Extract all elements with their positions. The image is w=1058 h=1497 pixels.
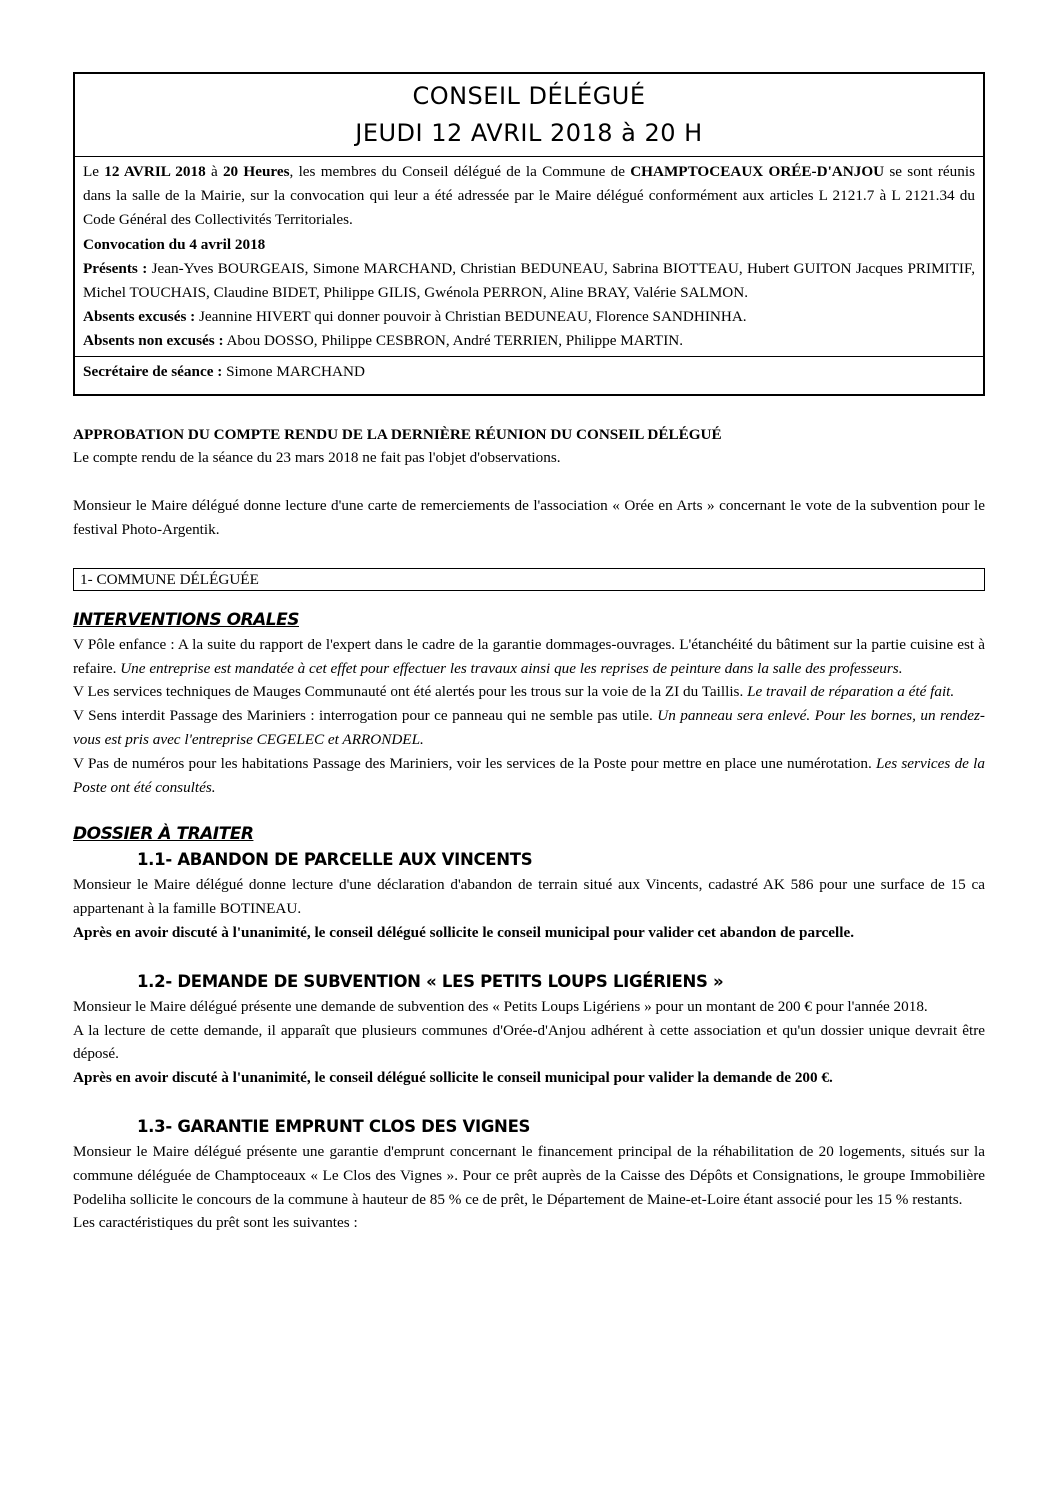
dossier-item-body [73, 995, 985, 1090]
intervention-response: Le travail de réparation a été fait. [747, 683, 955, 701]
convocation-line [83, 233, 975, 257]
document-title: CONSEIL DÉLÉGUÉ [412, 82, 646, 110]
intro-block [75, 157, 983, 357]
presents-line [83, 257, 975, 305]
intervention-response: Un panneau sera enlevé. Pour les bornes, un rendez-vous est pris avec l'entreprise CEGELEC et ARRONDEL. [73, 707, 985, 748]
intro-text: Le [83, 163, 105, 180]
intervention-text: V Pôle enfance : A la suite du rapport de l'expert dans le cadre de la garantie dommages-ouvrages. L'étanchéité du bâtiment sur la partie cuisine est à refaire. [73, 635, 985, 677]
non-excuses-list: Abou DOSSO, Philippe CESBRON, André TERRIEN, Philippe MARTIN. [223, 332, 684, 350]
secretary-name: Simone MARCHAND [222, 362, 365, 380]
convocation-date: Convocation du 4 avril 2018 [83, 235, 266, 253]
dossier-paragraph: A la lecture de cette demande, il apparaît que plusieurs communes d'Orée-d'Anjou adhérent à cette association et qu'un dossier unique devrait être déposé. [73, 1021, 985, 1063]
document-subtitle: JEUDI 12 AVRIL 2018 à 20 H [355, 119, 703, 147]
dossier-heading: DOSSIER À TRAITER [73, 824, 254, 845]
dossier-decision: Après en avoir discuté à l'unanimité, le conseil délégué sollicite le conseil municipal pour valider cet abandon de parcelle. [73, 923, 855, 941]
dossier-item-body [73, 873, 985, 944]
intervention-text: V Pas de numéros pour les habitations Passage des Mariniers, voir les services de la Poste pour mettre en place une numérotation. [73, 754, 877, 772]
non-excuses-label: Absents non excusés : [83, 332, 224, 350]
non-excuses-line [83, 329, 975, 353]
secretary-label: Secrétaire de séance : [83, 362, 223, 380]
dossier-item-title: 1.1- ABANDON DE PARCELLE AUX VINCENTS [137, 850, 533, 870]
intervention-item [73, 704, 985, 752]
title-block [75, 74, 983, 157]
document-page [73, 72, 985, 1235]
presents-list: Jean-Yves BOURGEAIS, Simone MARCHAND, Christian BEDUNEAU, Sabrina BIOTTEAU, Hubert GUITON Jacques PRIMITIF, Michel TOUCHAIS, Claudine BIDET, Philippe GILIS, Gwénola PERRON, Aline BRAY, Valérie SALMON. [83, 259, 976, 302]
intervention-item [73, 633, 985, 681]
intro-text: se sont réunis dans la salle de la Mairie, sur la convocation qui leur a été adressée par le Maire délégué conformément aux articles L 2121.7 à L 2121.34 du Code Général des Collectivités Territoriales. [83, 163, 975, 229]
meeting-time: 20 Heures [222, 163, 290, 180]
interventions-heading: INTERVENTIONS ORALES [73, 609, 299, 630]
dossier-paragraph: Monsieur le Maire délégué présente une demande de subvention des « Petits Loups Ligériens » pour un montant de 200 € pour l'année 2018. [73, 997, 928, 1015]
intervention-item [73, 680, 985, 704]
excuses-list: Jeannine HIVERT qui donner pouvoir à Christian BEDUNEAU, Florence SANDHINHA. [195, 308, 747, 326]
dossier-item-title: 1.3- GARANTIE EMPRUNT CLOS DES VIGNES [137, 1116, 531, 1136]
approbation-heading: APPROBATION DU COMPTE RENDU DE LA DERNIÈRE RÉUNION DU CONSEIL DÉLÉGUÉ [73, 425, 722, 443]
meeting-date: 12 AVRIL 2018 [104, 163, 206, 180]
section-commune-deleguee: 1- COMMUNE DÉLÉGUÉE [73, 568, 985, 591]
intro-paragraph [83, 160, 975, 233]
intro-text: à [205, 163, 223, 180]
dossier-item-title: 1.2- DEMANDE DE SUBVENTION « LES PETITS LOUPS LIGÉRIENS » [137, 971, 724, 991]
interventions-list [73, 633, 985, 800]
excuses-line [83, 305, 975, 329]
dossier-list [73, 847, 985, 1235]
intervention-response: Une entreprise est mandatée à cet effet pour effectuer les travaux ainsi que les reprises de peinture dans la salle des professeurs. [120, 659, 903, 677]
header-box [73, 72, 985, 396]
excuses-label: Absents excusés : [83, 308, 196, 326]
intervention-text: V Les services techniques de Mauges Communauté ont été alertés pour les trous sur la voie de la ZI du Taillis. [73, 683, 748, 701]
intervention-text: V Sens interdit Passage des Mariniers : interrogation pour ce panneau qui ne semble pas utile. [73, 707, 658, 725]
remerciements-paragraph: Monsieur le Maire délégué donne lecture d'une carte de remerciements de l'association « Orée en Arts » concernant le vote de la subvention pour le festival Photo-Argentik. [73, 497, 985, 539]
presents-label: Présents : [83, 259, 148, 277]
intro-text: , les membres du Conseil délégué de la Commune de [289, 163, 631, 180]
dossier-decision: Après en avoir discuté à l'unanimité, le conseil délégué sollicite le conseil municipal pour valider la demande de 200 €. [73, 1069, 833, 1087]
secretary-line [75, 357, 983, 394]
intervention-response: Les services de la Poste ont été consultés. [73, 754, 985, 796]
dossier-paragraph: Monsieur le Maire délégué donne lecture d'une déclaration d'abandon de terrain situé aux Vincents, cadastré AK 586 pour une surface de 15 ca appartenant à la famille BOTINEAU. [73, 876, 985, 918]
dossier-paragraph: Monsieur le Maire délégué présente une garantie d'emprunt concernant le financement principal de la réhabilitation de 20 logements, situés sur la commune déléguée de Champtoceaux « Le Clos des Vignes ». Pour ce prêt auprès de la Caisse des Dépôts et Consignations, le groupe Immobilière Podeliha sollicite le concours de la commune à hauteur de 85 % ce de prêt, le Département de Maine-et-Loire étant associé pour les 15 % restants. [73, 1142, 985, 1208]
commune-name: CHAMPTOCEAUX ORÉE-D'ANJOU [630, 163, 885, 180]
approbation-text: Le compte rendu de la séance du 23 mars 2018 ne fait pas l'objet d'observations. [73, 449, 561, 467]
approbation-section [73, 423, 985, 542]
dossier-paragraph: Les caractéristiques du prêt sont les suivantes : [73, 1214, 358, 1232]
intervention-item [73, 752, 985, 800]
dossier-item-body [73, 1140, 985, 1235]
